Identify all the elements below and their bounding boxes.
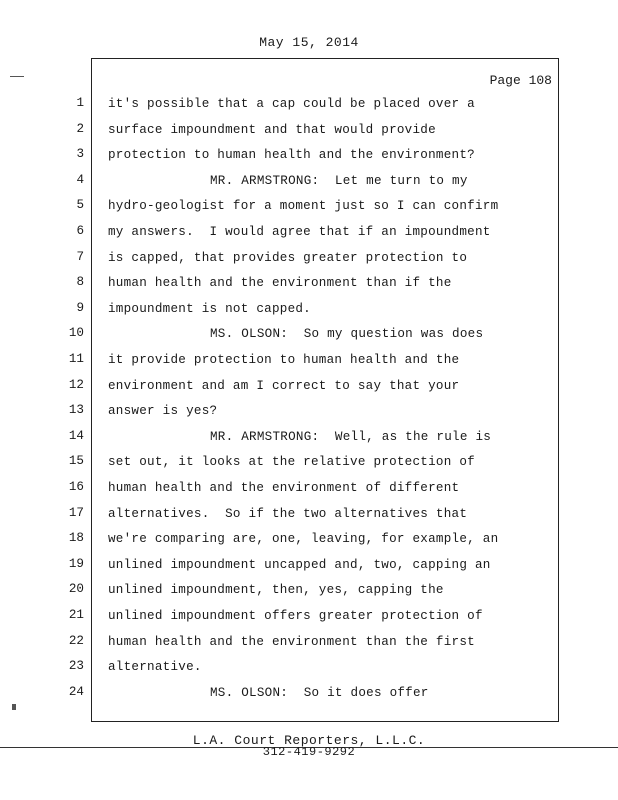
transcript-line: unlined impoundment, then, yes, capping the	[108, 583, 444, 598]
transcript-line: answer is yes?	[108, 404, 218, 419]
line-number: 5	[76, 198, 84, 213]
line-number: 18	[68, 531, 84, 546]
page-number: Page 108	[489, 73, 552, 88]
transcript-line: MR. ARMSTRONG: Well, as the rule is	[210, 429, 492, 444]
transcript-page-frame	[91, 58, 559, 722]
transcript-line: alternative.	[108, 660, 202, 675]
transcript-line: impoundment is not capped.	[108, 301, 311, 316]
line-number: 1	[76, 96, 84, 110]
transcript-line: surface impoundment and that would provide	[108, 122, 436, 137]
transcript-line: human health and the environment than the first	[108, 634, 475, 649]
transcript-line: we're comparing are, one, leaving, for example, an	[108, 532, 499, 547]
line-number: 17	[68, 505, 84, 520]
transcript-line: is capped, that provides greater protection to	[108, 250, 468, 265]
footer-phone: 312-419-9292	[262, 745, 356, 759]
transcript-line: set out, it looks at the relative protection of	[108, 455, 475, 470]
transcript-line: MS. OLSON: So it does offer	[210, 685, 429, 700]
line-number: 19	[68, 556, 84, 571]
line-number: 6	[76, 224, 84, 238]
transcript-line: environment and am I correct to say that your	[108, 378, 460, 393]
line-number: 24	[68, 684, 84, 699]
transcript-line: human health and the environment than if the	[108, 276, 452, 291]
line-number: 4	[76, 172, 84, 187]
line-number: 2	[76, 121, 84, 136]
scan-artifact	[10, 76, 24, 77]
transcript-line: alternatives. So if the two alternatives that	[108, 506, 468, 521]
line-number: 10	[68, 326, 84, 341]
line-number: 9	[76, 300, 84, 315]
line-number: 3	[76, 147, 84, 162]
transcript-line: unlined impoundment offers greater protection of	[108, 609, 483, 623]
line-number: 23	[68, 659, 84, 674]
line-number: 20	[68, 582, 84, 597]
scan-artifact	[12, 704, 16, 710]
line-number: 16	[68, 480, 84, 494]
transcript-line: protection to human health and the environment?	[108, 148, 475, 163]
footer-company: L.A. Court Reporters, L.L.C.	[192, 733, 426, 748]
line-number: 11	[68, 352, 84, 366]
line-number: 22	[68, 633, 84, 648]
line-number: 13	[68, 403, 84, 418]
transcript-line: hydro-geologist for a moment just so I can confirm	[108, 199, 499, 214]
transcript-line: MR. ARMSTRONG: Let me turn to my	[210, 173, 468, 188]
transcript-line: my answers. I would agree that if an impoundment	[108, 225, 491, 239]
line-number: 14	[68, 428, 84, 443]
line-number: 21	[68, 608, 84, 622]
transcript-line: unlined impoundment uncapped and, two, capping an	[108, 557, 491, 572]
transcript-line: it provide protection to human health and the	[108, 353, 460, 367]
line-number: 12	[68, 377, 84, 392]
line-number: 15	[68, 454, 84, 469]
transcript-line: human health and the environment of different	[108, 481, 460, 495]
line-number: 8	[76, 275, 84, 290]
header-date: May 15, 2014	[259, 35, 359, 50]
line-number: 7	[76, 249, 84, 264]
transcript-line: it's possible that a cap could be placed over a	[108, 97, 475, 111]
transcript-line: MS. OLSON: So my question was does	[210, 327, 484, 342]
